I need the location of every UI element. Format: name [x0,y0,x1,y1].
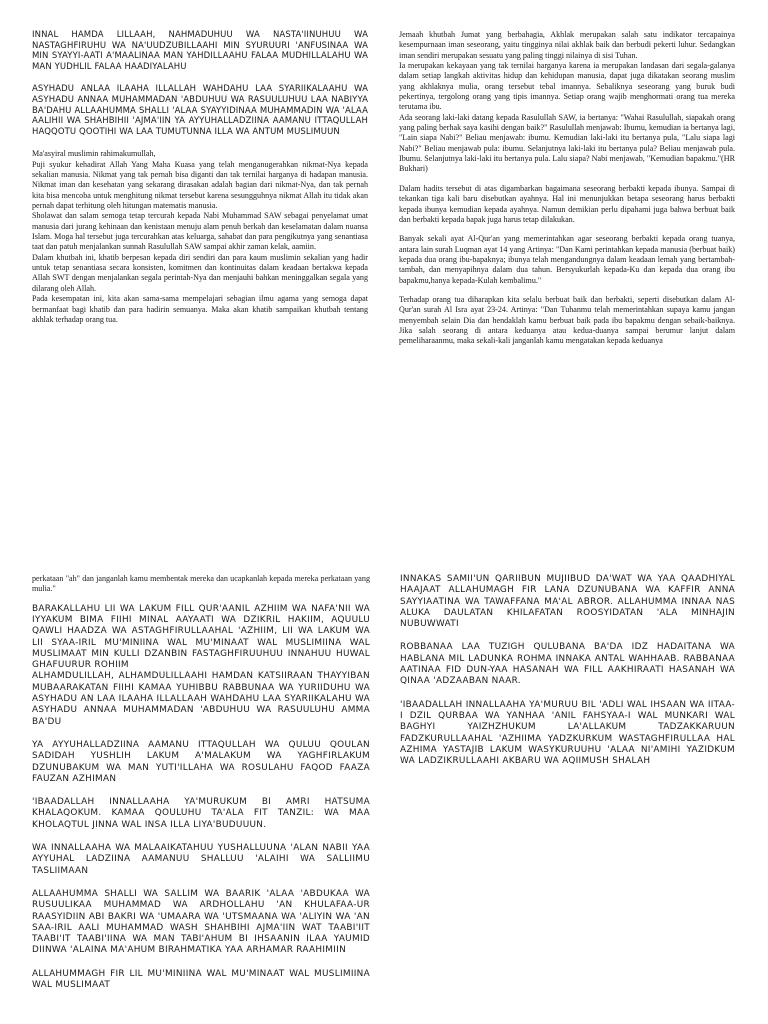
paragraph-luqman: Banyak sekali ayat Al-Qur'an yang memerintahkan agar seseorang berbakti kepada orang tuanya, antara lain surah Luqman ayat 14 yang Artinya: "Dan Kami perintahkan kepada manusia (berbuat baik) kepada dua orang ibu-bapaknya; ibunya telah mengandungnya dalam keadaan lemah yang bertambah-tambah, dan menyapihnya dalam dua tahun. Bersyukurlah kepada-Ku dan kepada dua orang ibu bapakmu,hanya kepada-Kulah kembalimu." [399,234,735,285]
syahadat-paragraph: ASYHADU ANLAA ILAAHA ILLALLAH WAHDAHU LAA SYARIIKALAAHU WA ASYHADU ANNAA MUHAMMADAN 'ABDUHUU WA RASUULUHUU LAA NABIYYA BA'DAHU ALLAAHUMMA SHALLI 'ALAA SYAYYIDINAA MUHAMMADIN WA 'ALAA AALIHII WA SHAHBIHII 'AJMA'IIN YA AYYUHALLADZIINA AAMANU ITTAQULLAH HAQQOTU QOOTIHI WA LAA TUMUTUNNA ILLA WA ANTUM MUSLIMUUN [32,84,368,137]
paragraph-akhlak: Jemaah khutbah Jumat yang berbahagia, Akhlak merupakan salah satu indikator tercapainya kesempurnaan iman seseorang, yaitu tingginya nilai akhlak baik dan berbudi pekerti luhur. Sedangkan iman sendiri merupakan sesuatu yang paling tinggi nilainya di sisi Tuhan. [399,30,735,60]
taqwa-verse: YA AYYUHALLADZIINA AAMANU ITTAQULLAH WA QULUU QOULAN SADIDAH YUSHLIH LAKUM A'MALAKUM WA YAGHFIRLAKUM DZUNUBAKUM WA MAN YUTI'ILLAHA WA ROSULAHU FAQOD FAAZA FAUZAN AZHIMAN [32,739,370,784]
page-2-right-column [400,574,735,767]
page-separator [0,540,768,560]
page-2-left-column [32,574,370,991]
closing-ibaadallah: 'IBAADALLAH INNALLAAHA YA'MURUU BIL 'ADLI WAL IHSAAN WA IITAA-I DZIL QURBAA WA YANHAA 'ANIL FAHSYAA-I WAL MUNKARI WAL BAGHYI YAIZHZHUKUM LA'ALLAKUM TADZAKKARUUN FADZKURULLAAHAL 'AZHIIMA YADZKURKUM WASTAGHFIRULLAA HAL AZHIMA YASTAJIB LAKUM WASYKURUUHU 'ALAA NI'AMIHI YAZIDKUM WA LADZIKRULLAAHI AKBARU WA AQIIMUSH SHALAH [400,699,735,767]
paragraph-sholawat: Sholawat dan salam semoga tetap tercurah kepada Nabi Muhammad SAW sebagai penyelamat umat manusia dari jurang kehinaan dan kenistaan menuju alam penuh berkah dan keselamatan dalam nuansa Islam. Moga hal tersebut juga tercurahkan atas keluarga, sahabat dan para pengikutnya yang senantiasa taat dan patuh menjalankan sunnah Rasulullah SAW sampai akhir zaman kelak, aamiin. [32,211,368,252]
page-1-left-column [32,30,368,325]
second-khutbah-opening: ALHAMDULILLAH, ALHAMDULILLAAHI HAMDAN KATSIIRAAN THAYYIBAN MUBAARAKATAN FIIHI KAMAA YUHIBBU RABBUNAA WA YURIIDUHU WA ASYHADU AN LAA ILAAHA ILLALLAAH WAHDAHU LAA SYARIIKALAHU WA ASYHADU ANNAA MUHAMMADAN 'ABDUHUU WA RASUULUHU AMMA BA'DU [32,671,370,727]
sholawat-prayer: ALLAAHUMMA SHALLI WA SALLIM WA BAARIK 'ALAA 'ABDUKAA WA RUSUULIKAA MUHAMMAD WA ARDHOLLAHU 'AN KHULAFAA-UR RAASYIDIIN ABI BAKRI WA 'UMAARA WA 'UTSMAANA WA 'ALIYIN WA 'AN SAA-IRIL AALI MUHAMMAD WASH SHAHBIHI AJMA'IIN WAT TAABI'IIT TAABI'IT TAABI'IINA WA MAN TABI'AHUM BI IHSAANIN ILAA YAUMID DIINWA 'ALAINA MA'AHUM BIRAHMATIKA YAA ARHAMAR RAAHIMIIN [32,888,370,956]
page-1-right-column [399,30,735,347]
closing-prayer-barakallahu: BARAKALLAHU LII WA LAKUM FILL QUR'AANIL AZHIIM WA NAFA'NII WA IYYAKUM BIMA FIIHI MINAL AAYAATI WA DZIKRIL HAKIIM, AQUULU QAWLI HAADZA WA ASTAGHFIRULLAAHAL 'AZHIIM, LII WA LAKUM WA LII SYAA-IRIL MU'MINIINA WAL MU'MINAAT WAL MUSLIMIINA WAL MUSLIMAAT MIN KULLI DZANBIN FASTAGHFIRUUHUU INNAHUU HUWAL GHAFUURUR ROHIIM [32,603,370,671]
paragraph-iman: Ia merupakan kekayaan yang tak ternilai harganya karena ia merupakan landasan dari segala-galanya dalam setiap langkah aktivitas hidup dan kehidupan manusia, dapat juga dikatakan seorang muslim yang akhlaknya mulia, orang tersebut tebal imannya. Sebaliknya seseorang yang buruk budi pekertinya, tergolong orang yang tipis imannya. Setiap orang wajib menghormati orang tua mereka terutama ibu. [399,61,735,112]
sholawat-verse: WA INNALLAAHA WA MALAAIKATAHUU YUSHALLUUNA 'ALAN NABII YAA AYYUHAL LADZIINA AAMANUU SHALLUU 'ALAIHI WA SALLIIMU TASLIIMAAN [32,843,370,876]
paragraph-topic-intro: Pada kesempatan ini, kita akan sama-sama mempelajari sebagian ilmu agama yang semoga dapat bermanfaat bagi khatib dan para hadirin semuanya. Maka akan khatib sampaikan khutbah tentang akhlak terhadap orang tua. [32,294,368,324]
greeting-line: Ma'asyiral muslimin rahimakumullah, [32,149,156,159]
paragraph-continuation: perkataan "ah" dan janganlah kamu membentak mereka dan ucapkanlah kepada mereka perkataan yang mulia." [32,574,370,594]
forgiveness-prayer: ALLAHUMMAGH FIR LIL MU'MINIINA WAL MU'MINAAT WAL MUSLIMIINA WAL MUSLIMAAT [32,968,370,990]
robbana-prayer: ROBBANAA LAA TUZIGH QULUBANA BA'DA IDZ HADAITANA WA HABLANA MIL LADUNKA ROHMA INNAKA ANTAL WAHHAAB. RABBANAA AATINAA FID DUN-YAA HASANAH WA FILL AAKHIRAATI HASANAH WA QINAA 'ADZAABAN NAAR. [400,642,735,687]
paragraph-khutbah-message: Dalam khutbah ini, khatib berpesan kepada diri sendiri dan para kaum muslimin sekalian yang hadir untuk tetap senantiasa secara konsisten, komitmen dan kontinuitas dalam keadaan bertakwa kepada Allah SWT dengan menjalankan segala perintah-Nya dan menjauhi bahkan meninggalkan segala yang dilarang oleh Allah. [32,252,368,293]
document-page-2 [0,560,768,1024]
paragraph-al-isra: Terhadap orang tua diharapkan kita selalu berbuat baik dan berbakti, seperti disebutkan dalam Al-Qur'an surah Al Isra ayat 23-24. Artinya: "Dan Tuhanmu telah memerintahkan supaya kamu jangan menyembah selain Dia dan hendaklah kamu berbuat baik pada ibu bapakmu dengan sebaik-baiknya. Jika salah seorang di antara keduanya atau kedua-duanya sampai berumur lanjut dalam pemeliharaanmu, maka sekali-kali janganlah kamu mengatakan kepada keduanya [399,294,735,346]
ibaadallah-creation-verse: 'IBAADALLAH INNALLAAHA YA'MURUKUM BI AMRI HATSUMA KHALAQOKUM. KAMAA QOULUHU TA'ALA FIT TANZIL: WA MAA KHOLAQTUL JINNA WAL INSA ILLA LIYA'BUDUUUN. [32,797,370,830]
opening-praise: INNAL HAMDA LILLAAH, NAHMADUHUU WA NASTA'IINUHUU WA NASTAGHFIRUHU WA NA'UUDZUBILLAAHI MIN SYURUURI 'ANFUSINAA WA MIN SYAYYI-AATI A'MAALINAA MAN YAHDILLAAHU FALAA MUDHILLALAHU WA MAN YUDHLIL FALAA HAADIYALAHU [32,30,368,72]
paragraph-hadith: Ada seorang laki-laki datang kepada Rasulullah SAW, ia bertanya: "Wahai Rasulullah, siapakah orang yang paling berhak saya kasihi dengan baik?" Rasulullah menjawab: Ibumu, kemudian ia bertanya lagi, "Lain siapa Nabi?" Beliau menjawab: ibumu. Kemudian laki-laki itu bertanya pula, "Lalu siapa lagi Nabi?" Beliau menjawab pula: ibumu. Selanjutnya laki-laki itu bertanya pula? Beliau menjawab pula. Ibumu. Selanjutnya laki-laki itu bertanya pula. Lalu siapa? Nabi menjawab, "Kemudian bapakmu."(HR Bukhari) [399,112,735,174]
supplication-paragraph: INNAKAS SAMII'UN QARIIBUN MUJIIBUD DA'WAT WA YAA QAADHIYAL HAAJAAT ALLAHUMAGH FIR LANA DZUNUBANA WA KAFFIR ANNA SAYYIAATINA WA TAWAFFANA MA'AL ABROR. ALLAHUMMA INNAA NAS ALUKA DAULATAN KHILAFATAN ROOSYIDATAN 'ALA MINHAJIN NUBUWWATI [400,574,735,630]
paragraph-gratitude: Puji syukur kehadirat Allah Yang Maha Kuasa yang telah menganugerahkan nikmat-Nya kepada sekalian manusia. Nikmat yang tak pernah bisa diganti dan tak ternilai harganya di hadapan manusia. Nikmat iman dan kesehatan yang sekarang dirasakan adalah bagian dari nikmat-Nya, dan tak pernah kita bisa mencoba untuk menghitung nikmat tersebut karena sesungguhnya nikmat Allah itu tidak akan pernah dapat terhitung oleh hitungan matematis manusia. [32,159,368,211]
paragraph-hadith-explanation: Dalam hadits tersebut di atas digambarkan bagaimana seseorang berbakti kepada ibunya. Sampai di tekankan tiga kali baru disebutkan ayahnya. Hal ini menunjukkan betapa seseorang harus berbakti kepada ibunya kemudian kepada ayahnya. Namun demikian perlu dipahami juga bahwa berbuat baik dan berbakti kepada bapak juga harus tetap dilakukan. [399,183,735,224]
